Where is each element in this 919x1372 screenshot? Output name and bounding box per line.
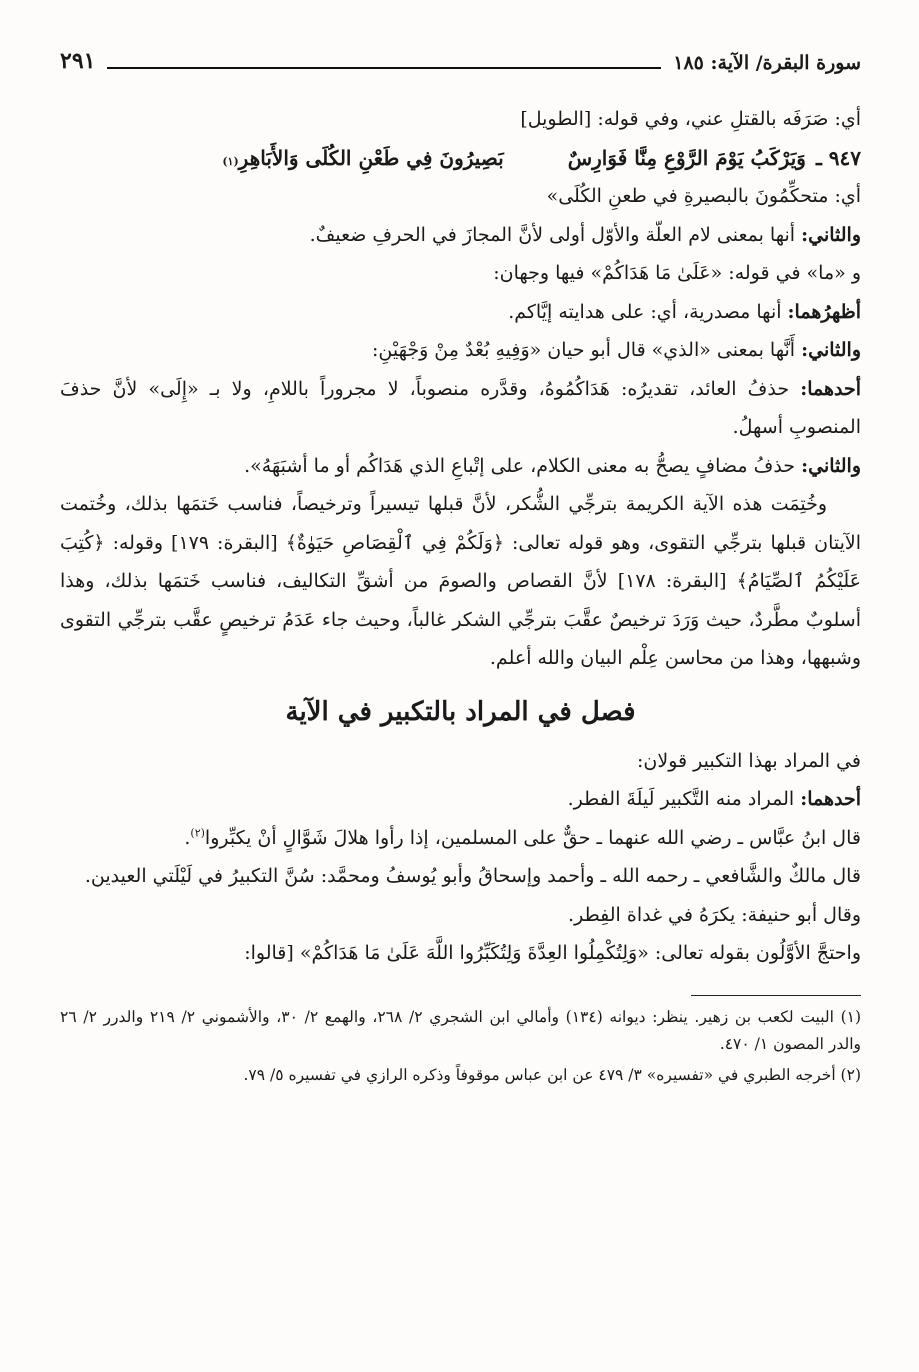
header-rule [107, 67, 661, 69]
verse-first-hemistich: وَيَرْكَبُ يَوْمَ الرَّوْعِ مِنَّا فَوَارِسٌ [567, 145, 806, 170]
paragraph [60, 819, 861, 858]
main-text [60, 100, 861, 973]
paragraph [60, 780, 861, 819]
section-heading: فصل في المراد بالتكبير في الآية [285, 696, 636, 727]
paragraph: في المراد بهذا التكبير قولان: [637, 749, 861, 772]
paragraph: قال مالكٌ والشَّافعي ـ رحمه الله ـ وأحمد وإسحاقُ وأبو يُوسفُ ومحمَّد: سُنَّ التكبيرُ في لَيْلَتي العيدين. [84, 865, 861, 887]
footnotes [60, 1004, 861, 1089]
paragraph-lead: والثاني: [801, 454, 861, 477]
paragraph: وقال أبو حنيفة: يكرَهُ في غداة الفِطر. [568, 903, 861, 926]
poetry-verse: ٩٤٧ ـ وَيَرْكَبُ يَوْمَ الرَّوْعِ مِنَّا فَوَارِسٌ بَصِيرُونَ فِي طَعْنِ الكُلَى وَالأَبَاهِرِ (١) [60, 139, 861, 178]
paragraph-lead: والثاني: [801, 223, 861, 246]
paragraph-text: حذفُ العائد، تقديرُه: هَدَاكُمُوهُ، وقدَّره منصوباً، لا مجروراً باللامِ، ولا بـ «إِلَى» لأنَّ حذفَ المنصوبِ أسهلُ. [60, 377, 861, 438]
paragraph [60, 447, 861, 486]
surah-verse-title: سورة البقرة/ الآية: ١٨٥ [673, 52, 861, 74]
footnote: (٢) أخرجه الطبري في «تفسيره» ٣/ ٤٧٩ عن ابن عباس موقوفاً وذكره الرازي في تفسيره ٥/ ٧٩. [243, 1065, 861, 1084]
paragraph: وخُتِمَت هذه الآية الكريمة بترجِّي الشُّكر، لأنَّ قبلها تيسيراً وترخيصاً، فناسب خَتمَها بذلك، وخُتمت الآيتان قبلها بترجِّي التقوى، وهو قوله تعالى: ﴿وَلَكُمْ فِي ٱلْقِصَاصِ حَيَوٰةٌ﴾ [البقرة: ١٧٩] وقوله: ﴿كُتِبَ عَلَيْكُمُ ٱلصِّيَامُ﴾ [البقرة: ١٧٨] لأنَّ القصاص والصومَ من أشقِّ التكاليف، فناسب خَتمَها بذلك، وهذا أسلوبٌ مطَّردٌ، حيث وَرَدَ ترخيصٌ عقَّبَ بترجِّي الشكر غالباً، وحيث جاء عَدَمُ ترخيصٍ عقَّب بترجِّي التقوى وشبهها، وهذا من محاسن عِلْم البيان والله أعلم. [60, 493, 862, 669]
paragraph [60, 293, 861, 332]
paragraph: و «ما» في قوله: «عَلَىٰ مَا هَدَاكُمْ» فيها وجهان: [493, 262, 861, 284]
footnote-separator [691, 995, 861, 996]
paragraph: أي: متحكِّمُونَ بالبصيرةِ في طعنِ الكُلَى» [546, 185, 861, 207]
paragraph-end: . [184, 826, 191, 849]
running-header [60, 34, 861, 74]
paragraph-text: أَنَّها بمعنى «الذي» قال أبو حيان «وَفِيهِ بُعْدٌ مِنْ وَجْهَيْنِ: [371, 339, 802, 361]
paragraph [60, 331, 861, 370]
footnote-marker: (٢) [190, 826, 205, 840]
paragraph-lead: والثاني: [801, 339, 861, 361]
paragraph: أي: صَرَفَه بالقتلِ عني، وفي قوله: [الطويل] [520, 108, 861, 130]
footnote: (١) البيت لكعب بن زهير. ينظر: ديوانه (١٣٤) وأمالي ابن الشجري ٢/ ٢٦٨، والهمع ٢/ ٣٠، والأشموني ٢/ ٢١٩ والدرر ٢/ ٢٦ والدر المصون ١/ ٤٧٠. [60, 1007, 862, 1053]
paragraph-text: حذفُ مضافٍ يصحُّ به معنى الكلام، على إتْباعِ الذي هَدَاكُم أو ما أشبَهَهُ». [244, 454, 802, 477]
paragraph-text: قال ابنُ عبَّاس ـ رضي الله عنهما ـ حقٌّ على المسلمين، إذا رأوا هلالَ شَوَّالٍ أنْ يكبِّروا [204, 826, 861, 849]
paragraph-text: أنها بمعنى لام العلّة والأوّل أولى لأنَّ المجازَ في الحرفِ ضعيفٌ. [309, 223, 802, 246]
paragraph-lead: أحدهما: [800, 788, 861, 810]
paragraph-lead: أظهرُهما: [787, 300, 861, 323]
paragraph [60, 370, 861, 447]
paragraph: واحتجَّ الأوَّلُون بقوله تعالى: «وَلِتُكْمِلُوا العِدَّةَ وَلِتُكَبِّرُوا اللَّهَ عَلَىٰ مَا هَدَاكُمْ» [قالوا: [244, 942, 861, 964]
page-number: ٢٩١ [60, 48, 96, 74]
verse-second-hemistich: بَصِيرُونَ فِي طَعْنِ الكُلَى وَالأَبَاهِرِ [238, 145, 504, 170]
paragraph-lead: أحدهما: [800, 377, 861, 400]
paragraph-text: أنها مصدرية، أي: على هدايته إيَّاكم. [508, 300, 788, 323]
paragraph-text: المراد منه التَّكبير لَيلَةَ الفطر. [567, 788, 801, 810]
verse-number: ٩٤٧ ـ [815, 145, 861, 170]
paragraph [60, 216, 861, 255]
